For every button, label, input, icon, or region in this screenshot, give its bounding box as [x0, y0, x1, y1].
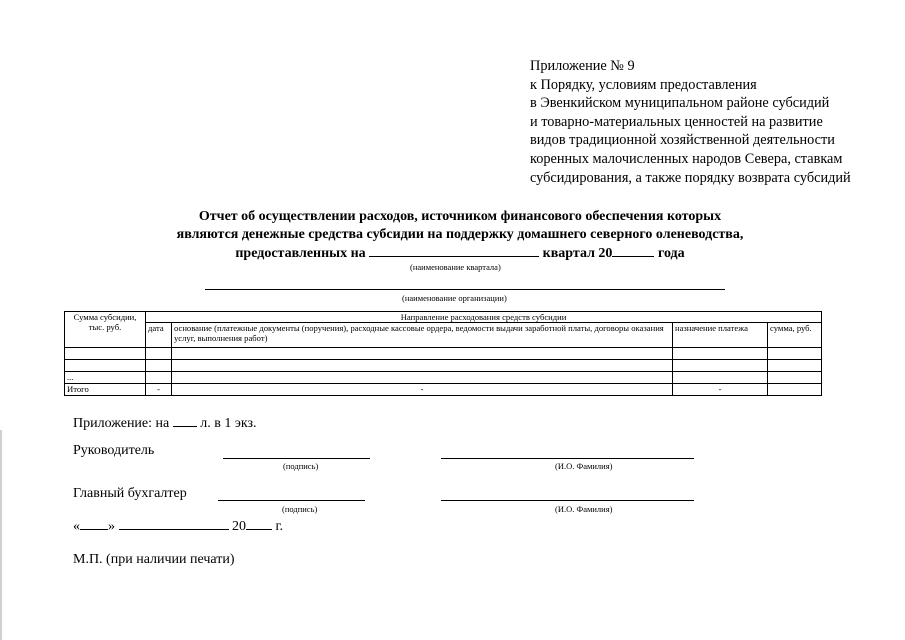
full-name-caption: (И.О. Фамилия): [555, 504, 613, 514]
table-cell[interactable]: [768, 372, 822, 384]
head-signature-line[interactable]: [223, 458, 370, 459]
quarter-name-caption: (наименование квартала): [410, 262, 501, 272]
total-basis-dash: -: [172, 384, 673, 396]
attachment-end: л. в 1 экз.: [200, 416, 257, 431]
total-amount[interactable]: [768, 384, 822, 396]
attachment-line: [73, 413, 257, 432]
year-blank[interactable]: [612, 243, 654, 257]
table-row: [65, 372, 822, 384]
signature-caption: (подпись): [282, 504, 318, 514]
table-cell[interactable]: [65, 348, 146, 360]
header-expense-direction: Направление расходования средств субсидии: [146, 312, 822, 323]
appendix-line: субсидирования, а также порядку возврата субсидий: [530, 169, 851, 186]
date-line: [73, 516, 283, 535]
table-cell[interactable]: [673, 372, 768, 384]
org-name-line[interactable]: [205, 289, 725, 290]
table-header-row: [65, 312, 822, 323]
title-line-3-start: предоставленных на: [235, 246, 366, 261]
accountant-label: Главный бухгалтер: [73, 486, 187, 501]
title-line-3-mid: квартал 20: [542, 246, 613, 261]
header-date: дата: [146, 323, 172, 348]
table-cell[interactable]: [673, 348, 768, 360]
scan-edge: [0, 430, 2, 640]
header-subsidy-sum: Сумма субсидии, тыс. руб.: [65, 312, 146, 348]
title-line-3: [80, 243, 840, 263]
appendix-line: в Эвенкийском муниципальном районе субсидий: [530, 95, 830, 112]
table-cell[interactable]: [146, 372, 172, 384]
appendix-line: коренных малочисленных народов Севера, ставкам: [530, 150, 843, 167]
table-cell[interactable]: [172, 360, 673, 372]
signature-caption: (подпись): [283, 461, 319, 471]
table-cell[interactable]: [172, 372, 673, 384]
table-cell[interactable]: [172, 348, 673, 360]
table-row: [65, 360, 822, 372]
full-name-caption: (И.О. Фамилия): [555, 461, 613, 471]
header-amount: сумма, руб.: [768, 323, 822, 348]
table-cell[interactable]: [146, 360, 172, 372]
table-row: [65, 348, 822, 360]
date-open-quote: «: [73, 519, 80, 534]
date-year: 20: [232, 519, 246, 534]
head-name-line[interactable]: [441, 458, 694, 459]
appendix-line: видов традиционной хозяйственной деятельности: [530, 132, 835, 149]
title-line-3-end: года: [657, 246, 685, 261]
table-cell[interactable]: [768, 360, 822, 372]
date-close-quote: »: [108, 519, 115, 534]
header-purpose: назначение платежа: [673, 323, 768, 348]
table-cell[interactable]: [65, 360, 146, 372]
ellipsis-cell: ...: [65, 372, 146, 384]
quarter-name-blank[interactable]: [369, 243, 539, 257]
table-cell[interactable]: [146, 348, 172, 360]
year-suffix-blank[interactable]: [246, 516, 272, 530]
date-suffix: г.: [275, 519, 284, 534]
table-cell[interactable]: [768, 348, 822, 360]
day-blank[interactable]: [80, 516, 108, 530]
accountant-signature-line[interactable]: [218, 500, 365, 501]
table-cell[interactable]: [673, 360, 768, 372]
stamp-label: М.П. (при наличии печати): [73, 552, 235, 567]
head-label: Руководитель: [73, 443, 155, 458]
report-title: [80, 208, 840, 263]
total-purpose-dash: -: [673, 384, 768, 396]
attachment-start: Приложение: на: [73, 416, 170, 431]
month-blank[interactable]: [119, 516, 229, 530]
total-label: Итого: [65, 384, 146, 396]
header-basis: основание (платежные документы (поручения), расходные кассовые ордера, ведомости выдачи заработной платы, договоры оказания услуг, выполнения работ): [172, 323, 673, 348]
org-name-caption: (наименование организации): [402, 293, 507, 303]
appendix-line: и товарно-материальных ценностей на развитие: [530, 113, 823, 130]
total-date-dash: -: [146, 384, 172, 396]
total-row: [65, 384, 822, 396]
accountant-name-line[interactable]: [441, 500, 694, 501]
table-subheader-row: [65, 323, 822, 348]
appendix-line: Приложение № 9: [530, 58, 635, 74]
expenses-table: [64, 311, 822, 396]
title-line-2: являются денежные средства субсидии на поддержку домашнего северного оленеводства,: [176, 226, 744, 242]
appendix-line: к Порядку, условиям предоставления: [530, 76, 757, 93]
sheets-count-blank[interactable]: [173, 413, 197, 427]
appendix-block: [530, 57, 851, 187]
title-line-1: Отчет об осуществлении расходов, источником финансового обеспечения которых: [198, 209, 722, 224]
